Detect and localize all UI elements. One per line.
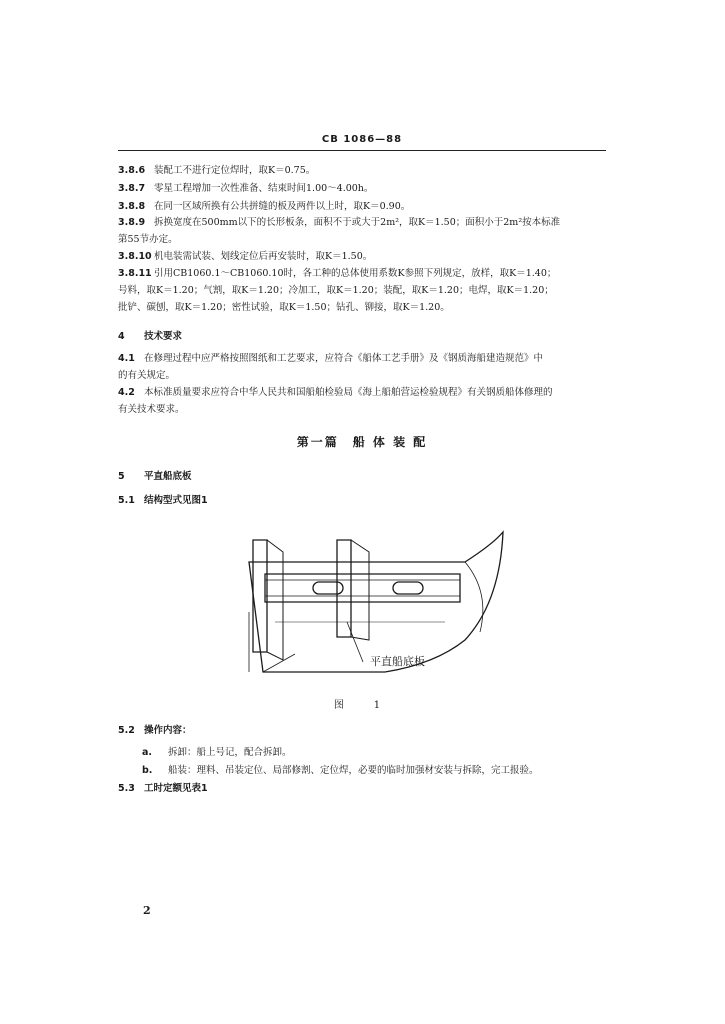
clause-number: 3.8.8	[118, 201, 146, 212]
subsection-5-2	[118, 724, 606, 737]
clause-line	[118, 352, 606, 365]
clause-line-continued	[118, 403, 606, 416]
clause-line	[118, 250, 606, 263]
clause-text: 批铲、碳刨，取K＝1.20；密性试验，取K＝1.50；钻孔、铆接，取K＝1.20。	[118, 302, 450, 313]
subsection-number: 5.3	[118, 783, 135, 794]
clause-line-continued	[118, 301, 606, 314]
subsection-5-3	[118, 782, 606, 795]
subsection-title: 工时定额见表1	[144, 783, 208, 794]
page-number: 2	[143, 904, 151, 917]
clause-text: 的有关规定。	[118, 370, 176, 381]
section-5-heading	[118, 470, 606, 483]
subsection-5-1	[118, 494, 606, 507]
list-item-text: 拆卸：船上号记，配合拆卸。	[168, 747, 292, 758]
header-rule	[118, 150, 606, 151]
hull-bottom-structure-figure	[235, 522, 525, 687]
clause-text: 有关技术要求。	[118, 404, 185, 415]
longitudinal-girder	[265, 574, 460, 602]
clause-number: 3.8.7	[118, 183, 146, 194]
clause-number: 3.8.6	[118, 165, 146, 176]
clause-number: 3.8.9	[118, 217, 146, 228]
clause-text: 本标准质量要求应符合中华人民共和国船舶检验局《海上船舶营运检验规程》有关钢质船体修理的	[144, 387, 553, 398]
list-item	[142, 764, 606, 777]
clause-line	[118, 267, 606, 280]
section-title: 技术要求	[144, 331, 183, 342]
clause-text: 在修理过程中应严格按照图纸和工艺要求，应符合《船体工艺手册》及《钢质海船建造规范》中	[144, 353, 544, 364]
clause-line	[118, 182, 606, 195]
transverse-frame-middle	[337, 540, 351, 637]
subsection-title: 结构型式见图1	[144, 495, 208, 506]
clause-text: 装配工不进行定位焊时，取K＝0.75。	[154, 165, 316, 176]
clause-line	[118, 386, 606, 399]
section-title: 平直船底板	[144, 471, 192, 482]
clause-number: 3.8.10	[118, 251, 152, 262]
clause-text: 第55节办定。	[118, 234, 178, 245]
clause-text: 引用CB1060.1～CB1060.10时，各工种的总体使用系数K参照下列规定，放样，取K＝1.40；	[154, 268, 557, 279]
list-item	[142, 746, 606, 759]
clause-line	[118, 164, 606, 177]
part-title: 第一篇 船 体 装 配	[296, 436, 428, 449]
list-marker: b.	[142, 765, 153, 776]
clause-text: 机电装需试装、划线定位后再安装时，取K＝1.50。	[154, 251, 373, 262]
subsection-number: 5.2	[118, 725, 135, 736]
clause-text: 拆换宽度在500mm以下的长形板条，面积不于或大于2m²，取K＝1.50；面积小于2m²按本标准	[154, 217, 561, 228]
clause-text: 在同一区域所换有公共拼缝的板及两件以上时，取K＝0.90。	[154, 201, 411, 212]
clause-line-continued	[118, 233, 606, 246]
figure-label: 平直船底板	[370, 655, 425, 668]
clause-number: 4.2	[118, 387, 135, 398]
lightening-hole	[393, 582, 423, 594]
clause-number: 3.8.11	[118, 268, 152, 279]
clause-text: 号料，取K＝1.20；气割，取K＝1.20；冷加工，取K＝1.20；装配，取K＝1.20；电焊，取K＝1.20；	[118, 285, 554, 296]
clause-line-continued	[118, 369, 606, 382]
clause-line-continued	[118, 284, 606, 297]
lightening-hole	[313, 582, 343, 594]
list-marker: a.	[142, 747, 153, 758]
list-item-text: 船装：理料、吊装定位、局部修割、定位焊，必要的临时加强材安装与拆除，完工报验。	[168, 765, 539, 776]
document-header-code: CB 1086—88	[321, 134, 403, 145]
clause-line	[118, 200, 606, 213]
clause-number: 4.1	[118, 353, 135, 364]
section-4-heading	[118, 330, 606, 343]
figure-caption: 图 1	[333, 700, 391, 711]
section-number: 5	[118, 471, 125, 482]
subsection-title: 操作内容：	[144, 725, 192, 736]
subsection-number: 5.1	[118, 495, 135, 506]
section-number: 4	[118, 331, 125, 342]
clause-line	[118, 216, 606, 229]
clause-text: 零星工程增加一次性准备、结束时间1.00～4.00h。	[154, 183, 374, 194]
